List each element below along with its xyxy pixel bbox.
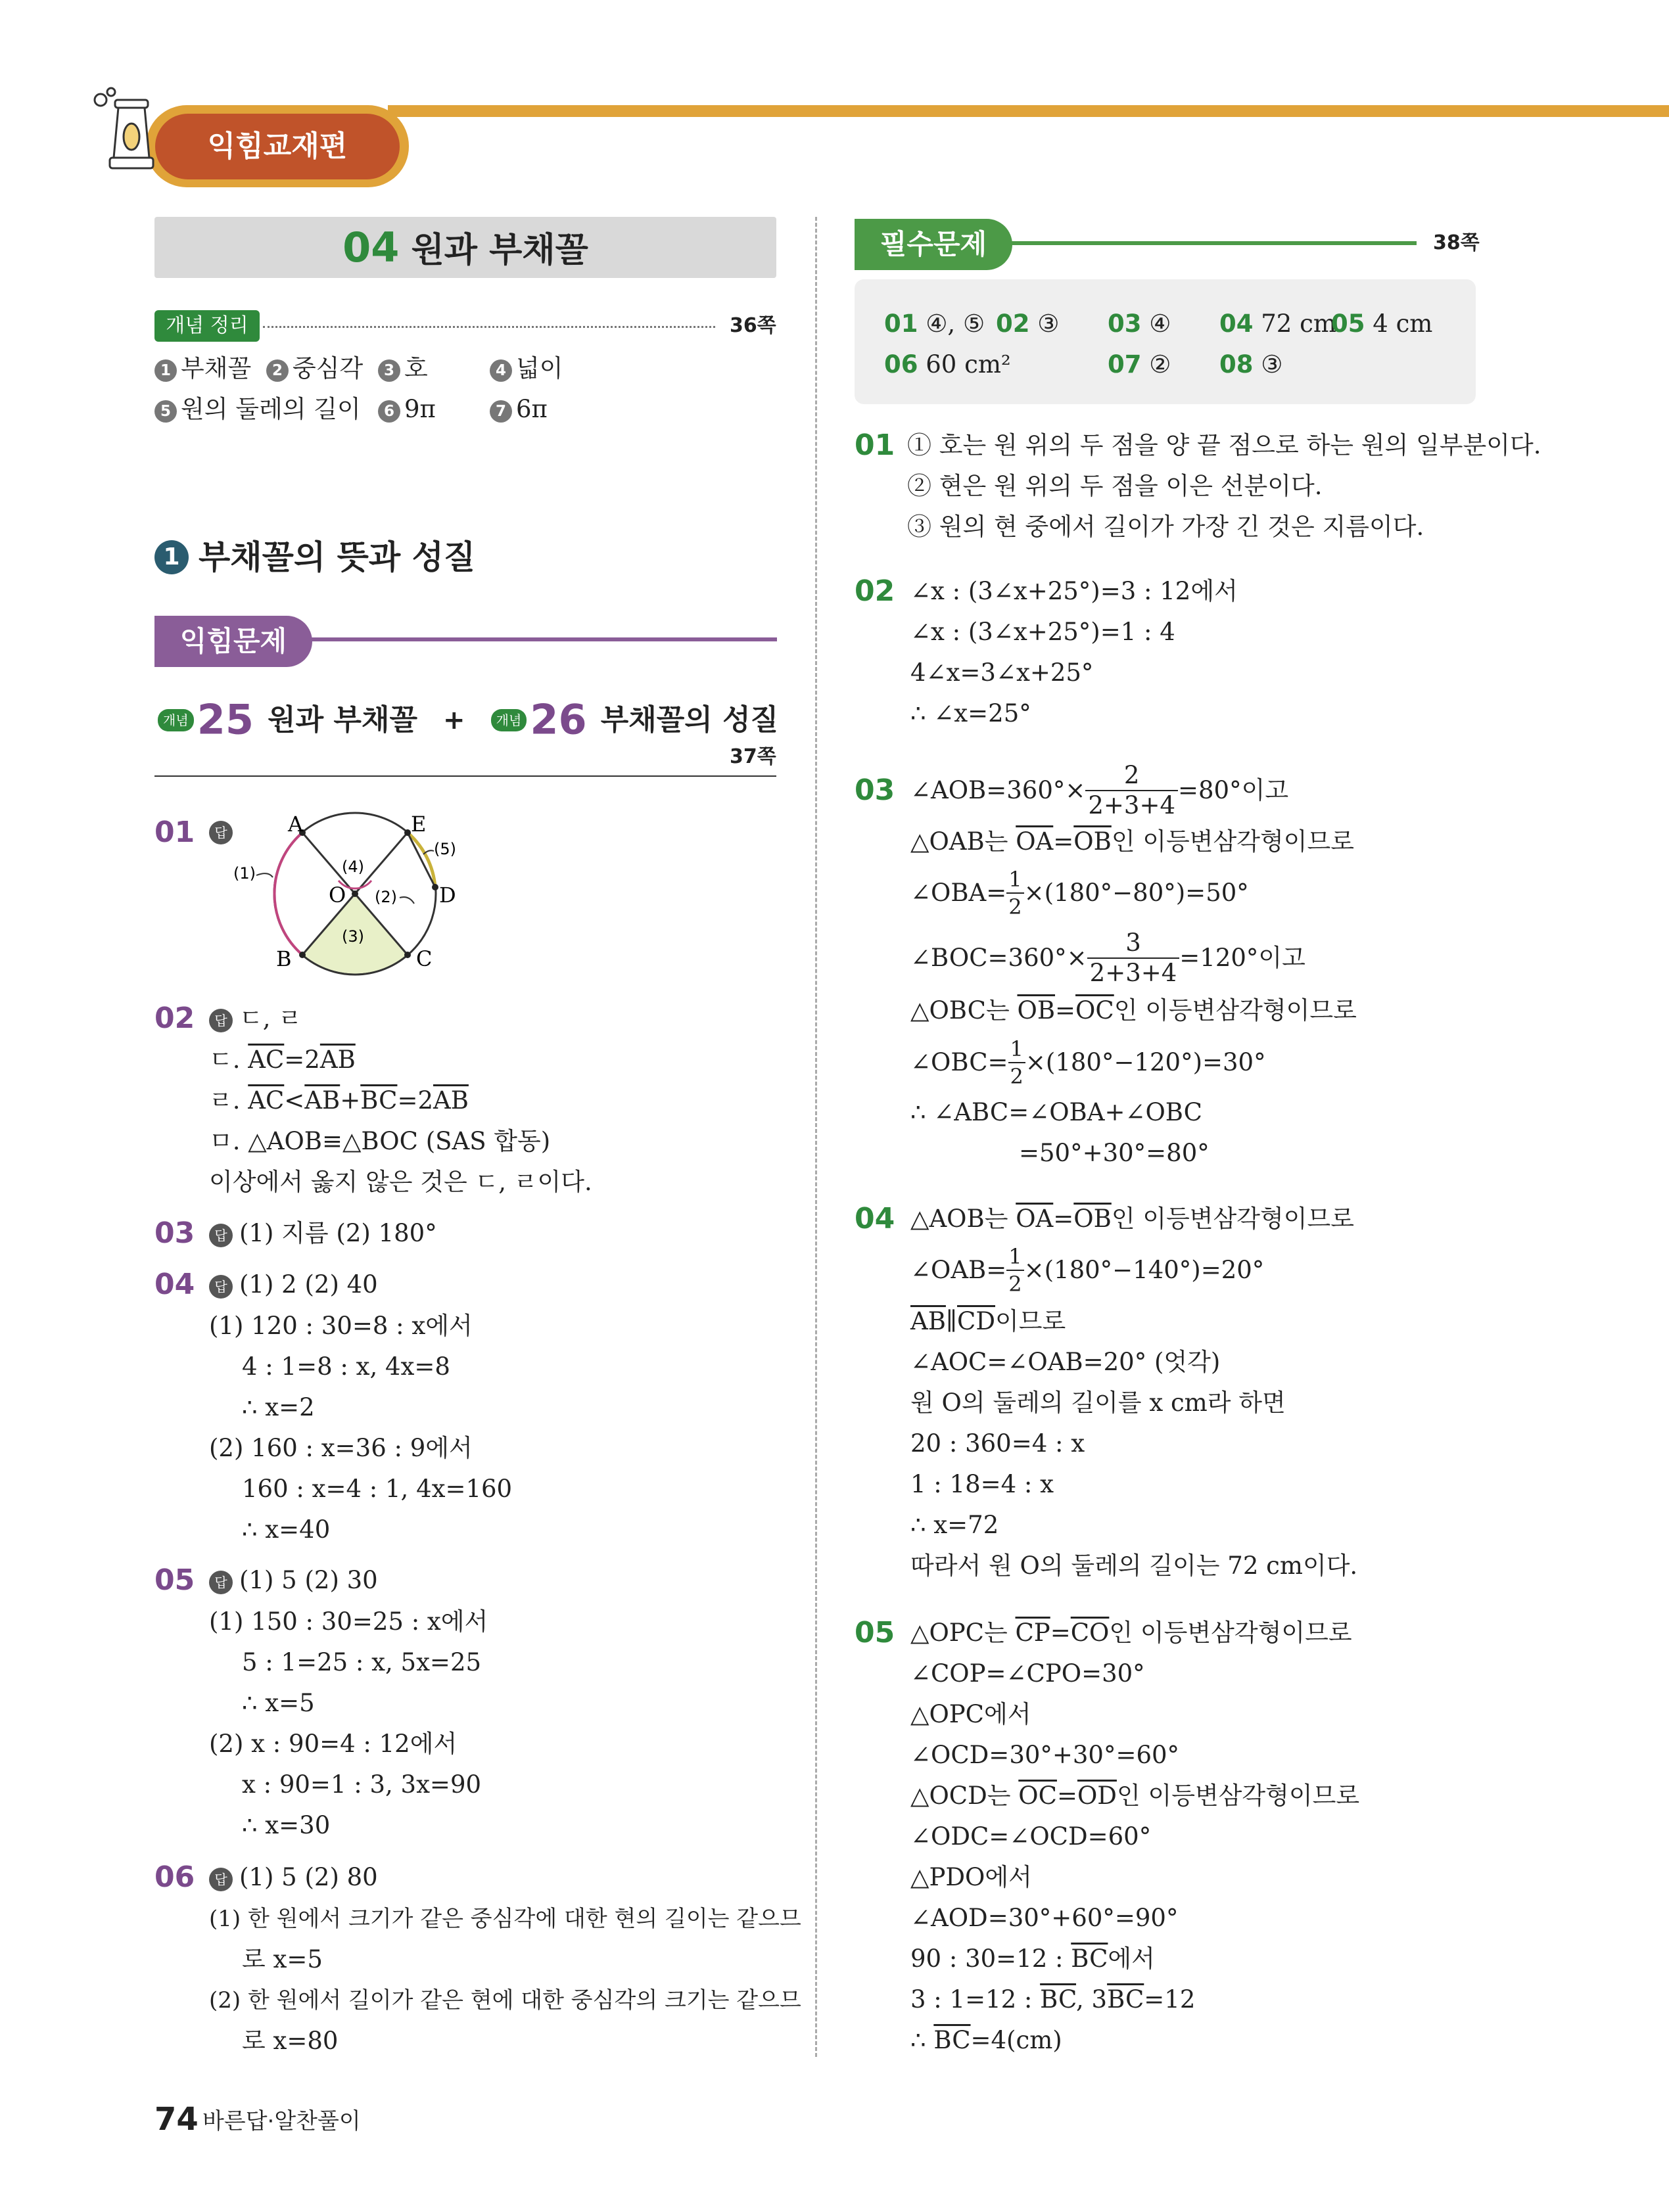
q05-line3: ∴ x=5 <box>242 1689 315 1717</box>
r-q03-line6: ∠OBC= $\frac{1}{2}$ ×(180°−120°)=30° <box>910 1036 1266 1089</box>
r-q05-line8: ∠AOD=30°+60°=90° <box>910 1904 1179 1932</box>
r-q04-line1: △AOB는 $\overline{OA}=\overline{OB}$인 이등변삼각형이므로 <box>910 1205 1354 1233</box>
r-q02-line2: ∠x : (3∠x+25°)=1 : 4 <box>910 618 1175 646</box>
pilsu-ans-08: 08 ③ <box>1219 350 1283 379</box>
q04-number: 04 <box>154 1268 195 1301</box>
label-5: (5) <box>434 840 456 858</box>
practice-page: 37쪽 <box>730 745 776 768</box>
plus-sign: + <box>443 704 465 735</box>
q04-answer: 답 (1) 2 (2) 40 <box>209 1270 378 1300</box>
r-q05-line1: △OPC는 $\overline{CP}=\overline{CO}$인 이등변삼각형이므로 <box>910 1619 1352 1647</box>
q05-line4: (2) x : 90=4 : 12에서 <box>209 1730 458 1758</box>
label-4: (4) <box>342 858 364 876</box>
pilsu-ans-04: 04 72 cm <box>1219 310 1336 338</box>
r-q05-line2: ∠COP=∠CPO=30° <box>910 1659 1145 1688</box>
r-q03-line2: △OAB는 $\overline{OA}=\overline{OB}$인 이등변삼각형이므로 <box>910 827 1354 856</box>
r-q03-line8: =50°+30°=80° <box>1019 1139 1210 1167</box>
concept-item-5: 5 원의 둘레의 길이 <box>154 394 361 425</box>
concept-number-26: 26 <box>530 695 587 744</box>
r-q02-line1: ∠x : (3∠x+25°)=3 : 12에서 <box>910 577 1238 605</box>
q03-answer: 답 (1) 지름 (2) 180° <box>209 1218 437 1249</box>
q05-line2: 5 : 1=25 : x, 5x=25 <box>242 1648 482 1676</box>
concept-item-2: 2 중심각 <box>266 354 363 384</box>
label-O: O <box>329 883 346 908</box>
r-q03-line3: ∠OBA= $\frac{1}{2}$ ×(180°−80°)=50° <box>910 867 1249 919</box>
chapter-number: 04 <box>342 223 400 271</box>
label-B: B <box>276 946 292 971</box>
pilsu-ans-06: 06 60 cm² <box>884 350 1011 379</box>
label-C: C <box>416 946 433 971</box>
r-q05-line10: 3 : 1=12 : $\overline{BC}$, $3\overline{BC}=12$ <box>910 1985 1196 2014</box>
r-q04-line7: 1 : 18=4 : x <box>910 1470 1054 1498</box>
answer-mark: 답 <box>209 821 233 844</box>
header-band <box>388 105 1669 117</box>
r-q05-line7: △PDO에서 <box>910 1863 1032 1891</box>
concept-item-4: 4 넓이 <box>490 354 563 384</box>
q06-line2: 로 x=5 <box>242 1945 323 1973</box>
section-title: 부채꼴의 뜻과 성질 <box>199 538 476 576</box>
q04-line6: ∴ x=40 <box>242 1515 331 1544</box>
concept-tag-25 <box>158 697 778 743</box>
pilsu-ans-05: 05 4 cm <box>1331 310 1433 338</box>
r-q03-line5: △OBC는 $\overline{OB}=\overline{OC}$인 이등변삼각형이므로 <box>910 996 1357 1025</box>
r-q04-number: 04 <box>855 1202 895 1235</box>
concept-badge-25: 개념 <box>158 709 194 731</box>
concept-number-25: 25 <box>197 695 254 744</box>
practice-rule <box>309 637 777 641</box>
pilsu-label: 필수문제 <box>855 219 1012 270</box>
q04-line5: 160 : x=4 : 1, 4x=160 <box>242 1475 513 1503</box>
label-2: (2) <box>375 888 397 906</box>
q05-number: 05 <box>154 1563 195 1597</box>
header-tab: 익힘교재편 <box>155 114 400 179</box>
pilsu-answer-box <box>855 279 1476 404</box>
q01-number: 01 <box>154 816 195 849</box>
q04-line1: (1) 120 : 30=8 : x에서 <box>209 1312 473 1340</box>
q06-line1: (1) 한 원에서 크기가 같은 중심각에 대한 현의 길이는 같으므 <box>209 1906 801 1932</box>
r-q03-line1: ∠AOB=360°× $\frac{2}{2+3+4}$ =80°이고 <box>910 761 1289 819</box>
page-number: 74 <box>154 2101 199 2138</box>
column-divider <box>815 217 817 2057</box>
r-q04-line9: 따라서 원 O의 둘레의 길이는 72 cm이다. <box>910 1552 1358 1580</box>
circle-figure <box>233 812 473 986</box>
r-q01-line2: ② 현은 원 위의 두 점을 이은 선분이다. <box>907 472 1323 500</box>
pilsu-ans-07: 07 ② <box>1108 350 1171 379</box>
section-number-badge: 1 <box>154 540 189 574</box>
r-q02-line3: 4∠x=3∠x+25° <box>910 658 1094 687</box>
q02-line2: ㄹ. $\overline{AC}<\overline{AB}+\overline{BC}=2\overline{AB}$ <box>209 1086 469 1115</box>
r-q03-number: 03 <box>855 773 895 807</box>
pilsu-ans-02: 02 ③ <box>996 310 1060 338</box>
q04-line4: (2) 160 : x=36 : 9에서 <box>209 1434 473 1462</box>
r-q04-line4: ∠AOC=∠OAB=20° (엇각) <box>910 1348 1221 1376</box>
pilsu-rule <box>1009 241 1417 245</box>
label-A: A <box>288 812 304 837</box>
r-q03-line7: ∴ ∠ABC=∠OBA+∠OBC <box>910 1098 1202 1126</box>
q06-line3: (2) 한 원에서 길이가 같은 현에 대한 중심각의 크기는 같으므 <box>209 1987 801 2014</box>
label-E: E <box>411 812 427 837</box>
concept-page: 36쪽 <box>730 314 776 337</box>
practice-label: 익힘문제 <box>154 616 312 667</box>
pilsu-ans-01: 01 ④, ⑤ <box>884 310 985 338</box>
concept-item-1: 1 부채꼴 <box>154 354 251 384</box>
lantern-icon <box>89 85 164 181</box>
concept-dotted-line <box>263 326 715 328</box>
r-q04-line5: 원 O의 둘레의 길이를 x cm라 하면 <box>910 1389 1286 1417</box>
q06-line4: 로 x=80 <box>242 2027 339 2055</box>
q06-number: 06 <box>154 1860 195 1894</box>
r-q05-number: 05 <box>855 1616 895 1649</box>
chapter-title <box>154 217 776 278</box>
q02-line1: ㄷ. $\overline{AC}=2\overline{AB}$ <box>209 1046 356 1074</box>
concept-title-26: 부채꼴의 성질 <box>600 703 779 737</box>
r-q01-line3: ③ 원의 현 중에서 길이가 가장 긴 것은 지름이다. <box>907 513 1424 541</box>
label-3: (3) <box>342 927 364 946</box>
r-q01-number: 01 <box>855 428 895 462</box>
q05-line6: ∴ x=30 <box>242 1811 331 1839</box>
r-q01-line1: ① 호는 원 위의 두 점을 양 끝 점으로 하는 원의 일부분이다. <box>907 431 1541 459</box>
r-q02-number: 02 <box>855 574 895 608</box>
concept-badge-26: 개념 <box>491 709 527 731</box>
r-q04-line6: 20 : 360=4 : x <box>910 1429 1085 1458</box>
concept-item-7: 7 6π <box>490 394 548 425</box>
r-q02-line4: ∴ ∠x=25° <box>910 699 1031 727</box>
concept-title-25: 원과 부채꼴 <box>268 703 417 737</box>
q02-line3: ㅁ. △AOB≡△BOC (SAS 합동) <box>209 1127 551 1155</box>
concept-badge: 개념 정리 <box>154 310 260 342</box>
chapter-title-text: 원과 부채꼴 <box>411 231 588 270</box>
r-q05-line9: 90 : 30=12 : $\overline{BC}$에서 <box>910 1945 1155 1973</box>
q05-line1: (1) 150 : 30=25 : x에서 <box>209 1607 488 1636</box>
r-q05-line6: ∠ODC=∠OCD=60° <box>910 1822 1152 1851</box>
concept-item-6: 6 9π <box>378 394 436 425</box>
q05-line5: x : 90=1 : 3, 3x=90 <box>242 1770 482 1799</box>
practice-underline <box>154 775 776 777</box>
label-D: D <box>439 883 456 908</box>
q02-line4: 이상에서 옳지 않은 것은 ㄷ, ㄹ이다. <box>209 1168 592 1196</box>
pilsu-page: 38쪽 <box>1433 231 1480 254</box>
r-q04-line2: ∠OAB= $\frac{1}{2}$ ×(180°−140°)=20° <box>910 1244 1265 1297</box>
pilsu-ans-03: 03 ④ <box>1108 310 1171 338</box>
r-q05-line3: △OPC에서 <box>910 1700 1031 1728</box>
footer-title: 바른답·알찬풀이 <box>202 2108 361 2134</box>
r-q04-line3: $\overline{AB}\parallel\overline{CD}$이므로 <box>910 1307 1066 1335</box>
concept-item-3: 3 호 <box>378 354 428 384</box>
q04-line3: ∴ x=2 <box>242 1393 315 1421</box>
r-q05-line11: ∴ $\overline{BC}=4(cm)$ <box>910 2026 1062 2054</box>
q02-answer: 답 ㄷ, ㄹ <box>209 1003 302 1034</box>
q02-number: 02 <box>154 1002 195 1035</box>
q04-line2: 4 : 1=8 : x, 4x=8 <box>242 1352 450 1381</box>
r-q05-line5: △OCD는 $\overline{OC}=\overline{OD}$인 이등변삼각형이므로 <box>910 1782 1360 1810</box>
label-1: (1) <box>233 864 256 883</box>
q03-number: 03 <box>154 1216 195 1250</box>
q06-answer: 답 (1) 5 (2) 80 <box>209 1862 378 1893</box>
r-q04-line8: ∴ x=72 <box>910 1511 999 1539</box>
q05-answer: 답 (1) 5 (2) 30 <box>209 1565 378 1596</box>
r-q03-line4: ∠BOC=360°× $\frac{3}{2+3+4}$ =120°이고 <box>910 929 1305 987</box>
r-q05-line4: ∠OCD=30°+30°=60° <box>910 1741 1180 1769</box>
